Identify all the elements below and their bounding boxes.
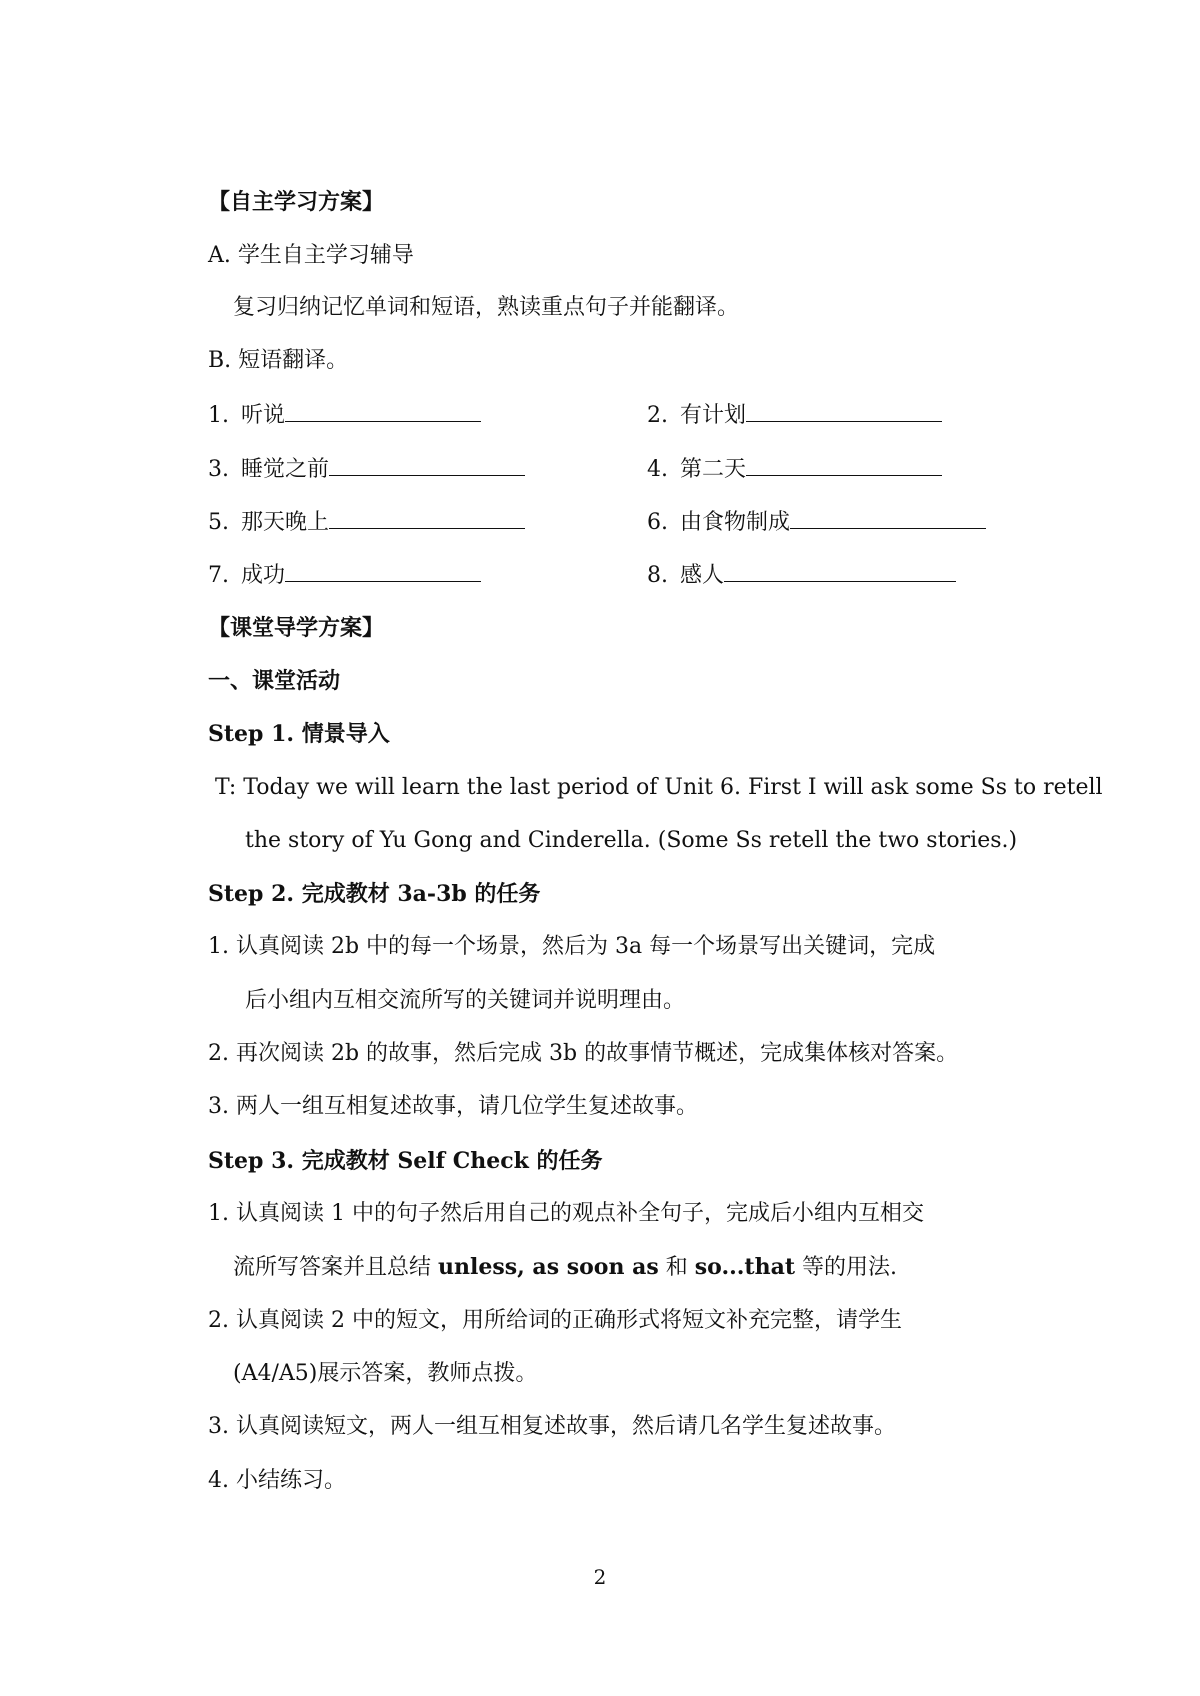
phrase-item: 6. 由食物制成 xyxy=(647,506,986,538)
phrase-item: 4. 第二天 xyxy=(647,453,942,485)
page-number: 2 xyxy=(593,1565,607,1589)
step-3-heading: Step 3. 完成教材 Self Check 的任务 xyxy=(208,1148,603,1174)
step-3-item-2-cont: (A4/A5)展示答案，教师点拨。 xyxy=(233,1361,538,1386)
item-a-body: 复习归纳记忆单词和短语，熟读重点句子并能翻译。 xyxy=(233,295,740,320)
phrase-item: 8. 感人 xyxy=(647,559,956,591)
answer-blank[interactable] xyxy=(329,506,525,529)
step-2-heading: Step 2. 完成教材 3a-3b 的任务 xyxy=(208,881,541,907)
answer-blank[interactable] xyxy=(285,559,481,582)
step-2-item-3: 3. 两人一组互相复述故事，请几位学生复述故事。 xyxy=(208,1094,698,1119)
teacher-line-2: the story of Yu Gong and Cinderella. (Some Ss retell the two stories.) xyxy=(245,828,1018,853)
step-3-item-1-cont: 流所写答案并且总结 unless, as soon as 和 so...that 等的用法. xyxy=(233,1254,897,1280)
step-3-item-2: 2. 认真阅读 2 中的短文，用所给词的正确形式将短文补充完整，请学生 xyxy=(208,1308,902,1333)
section-heading-classroom: 【课堂导学方案】 xyxy=(208,615,385,641)
phrase-item: 5. 那天晚上 xyxy=(208,506,525,538)
answer-blank[interactable] xyxy=(746,399,942,422)
item-b-heading: B. 短语翻译。 xyxy=(208,348,349,373)
activity-heading: 一、课堂活动 xyxy=(208,668,341,694)
teacher-line-1: T: Today we will learn the last period of Unit 6. First I will ask some Ss to retell xyxy=(215,775,1103,800)
step-2-item-2: 2. 再次阅读 2b 的故事，然后完成 3b 的故事情节概述，完成集体核对答案。 xyxy=(208,1041,959,1066)
step-3-item-3: 3. 认真阅读短文，两人一组互相复述故事，然后请几名学生复述故事。 xyxy=(208,1414,896,1439)
phrase-item: 2. 有计划 xyxy=(647,399,942,431)
section-heading-self-study: 【自主学习方案】 xyxy=(208,189,385,215)
answer-blank[interactable] xyxy=(285,399,481,422)
step-3-item-1: 1. 认真阅读 1 中的句子然后用自己的观点补全句子，完成后小组内互相交 xyxy=(208,1201,924,1226)
step-3-item-4: 4. 小结练习。 xyxy=(208,1468,346,1493)
answer-blank[interactable] xyxy=(329,453,525,476)
answer-blank[interactable] xyxy=(790,506,986,529)
answer-blank[interactable] xyxy=(746,453,942,476)
step-2-item-1-cont: 后小组内互相交流所写的关键词并说明理由。 xyxy=(245,988,686,1013)
step-1-heading: Step 1. 情景导入 xyxy=(208,721,390,747)
phrase-item: 1. 听说 xyxy=(208,399,481,431)
step-2-item-1: 1. 认真阅读 2b 中的每一个场景，然后为 3a 每一个场景写出关键词，完成 xyxy=(208,934,936,959)
phrase-item: 7. 成功 xyxy=(208,559,481,591)
item-a-heading: A. 学生自主学习辅导 xyxy=(208,243,414,268)
answer-blank[interactable] xyxy=(724,559,956,582)
phrase-item: 3. 睡觉之前 xyxy=(208,453,525,485)
